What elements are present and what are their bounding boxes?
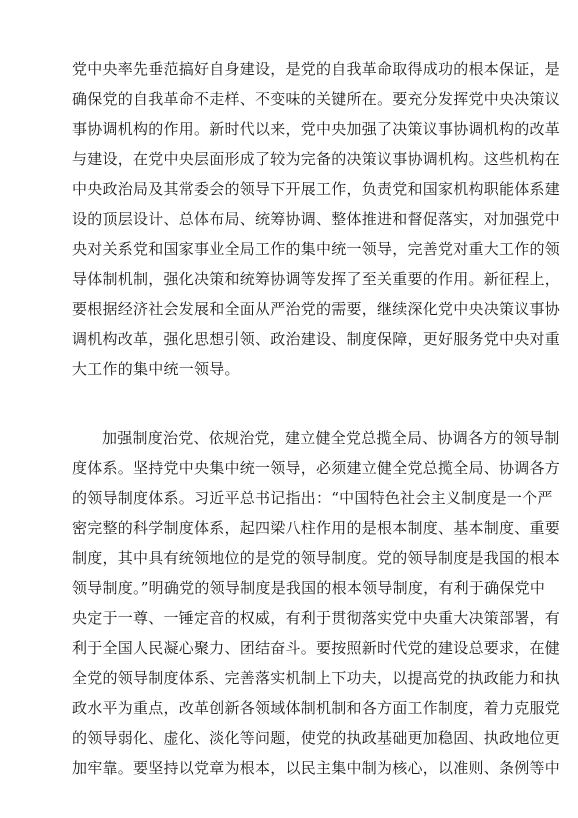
text-line: 领导制度。”明确党的领导制度是我国的根本领导制度，有利于确保党中 [72, 579, 546, 597]
text-line: 中央政治局及其常委会的领导下开展工作，负责党和国家机构职能体系建 [72, 180, 561, 198]
text-line: 政水平为重点，改革创新各领域体制机制和各方面工作制度，着力克服党 [72, 699, 561, 717]
text-line: 加强制度治党、依规治党，建立健全党总揽全局、协调各方的领导制 [102, 429, 560, 447]
text-line: 央定于一尊、一锤定音的权威，有利于贯彻落实党中央重大决策部署，有 [72, 609, 561, 627]
text-line: 的领导制度体系。习近平总书记指出：“中国特色社会主义制度是一个严 [72, 489, 553, 507]
text-line: 设的顶层设计、总体布局、统筹协调、整体推进和督促落实，对加强党中 [72, 210, 561, 228]
text-line: 导体制机制，强化决策和统筹协调等发挥了至关重要的作用。新征程上， [72, 270, 561, 288]
text-line: 制度，其中具有统领地位的是党的领导制度。党的领导制度是我国的根本 [72, 549, 561, 567]
text-line: 确保党的自我革命不走样、不变味的关键所在。要充分发挥党中央决策议 [72, 90, 561, 108]
text-line: 与建设，在党中央层面形成了较为完备的决策议事协调机构。这些机构在 [72, 150, 561, 168]
text-line: 的领导弱化、虚化、淡化等问题，使党的执政基础更加稳固、执政地位更 [72, 729, 561, 747]
text-line: 度体系。坚持党中央集中统一领导，必须建立健全党总揽全局、协调各方 [72, 459, 561, 477]
text-line: 密完整的科学制度体系，起四梁八柱作用的是根本制度、基本制度、重要 [72, 519, 561, 537]
text-line: 央对关系党和国家事业全局工作的集中统一领导，完善党对重大工作的领 [72, 240, 561, 258]
text-line: 调机构改革，强化思想引领、政治建设、制度保障，更好服务党中央对重 [72, 330, 561, 348]
text-line: 大工作的集中统一领导。 [72, 360, 240, 378]
text-line: 利于全国人民凝心聚力、团结奋斗。要按照新时代党的建设总要求，在健 [72, 639, 561, 657]
text-line: 全党的领导制度体系、完善落实机制上下功夫，以提高党的执政能力和执 [72, 669, 561, 687]
text-line: 要根据经济社会发展和全面从严治党的需要，继续深化党中央决策议事协 [72, 300, 561, 318]
text-line: 事协调机构的作用。新时代以来，党中央加强了决策议事协调机构的改革 [72, 120, 561, 138]
text-line: 加牢靠。要坚持以党章为根本，以民主集中制为核心，以准则、条例等中 [72, 759, 561, 777]
text-line: 党中央率先垂范搞好自身建设，是党的自我革命取得成功的根本保证，是 [72, 60, 561, 78]
